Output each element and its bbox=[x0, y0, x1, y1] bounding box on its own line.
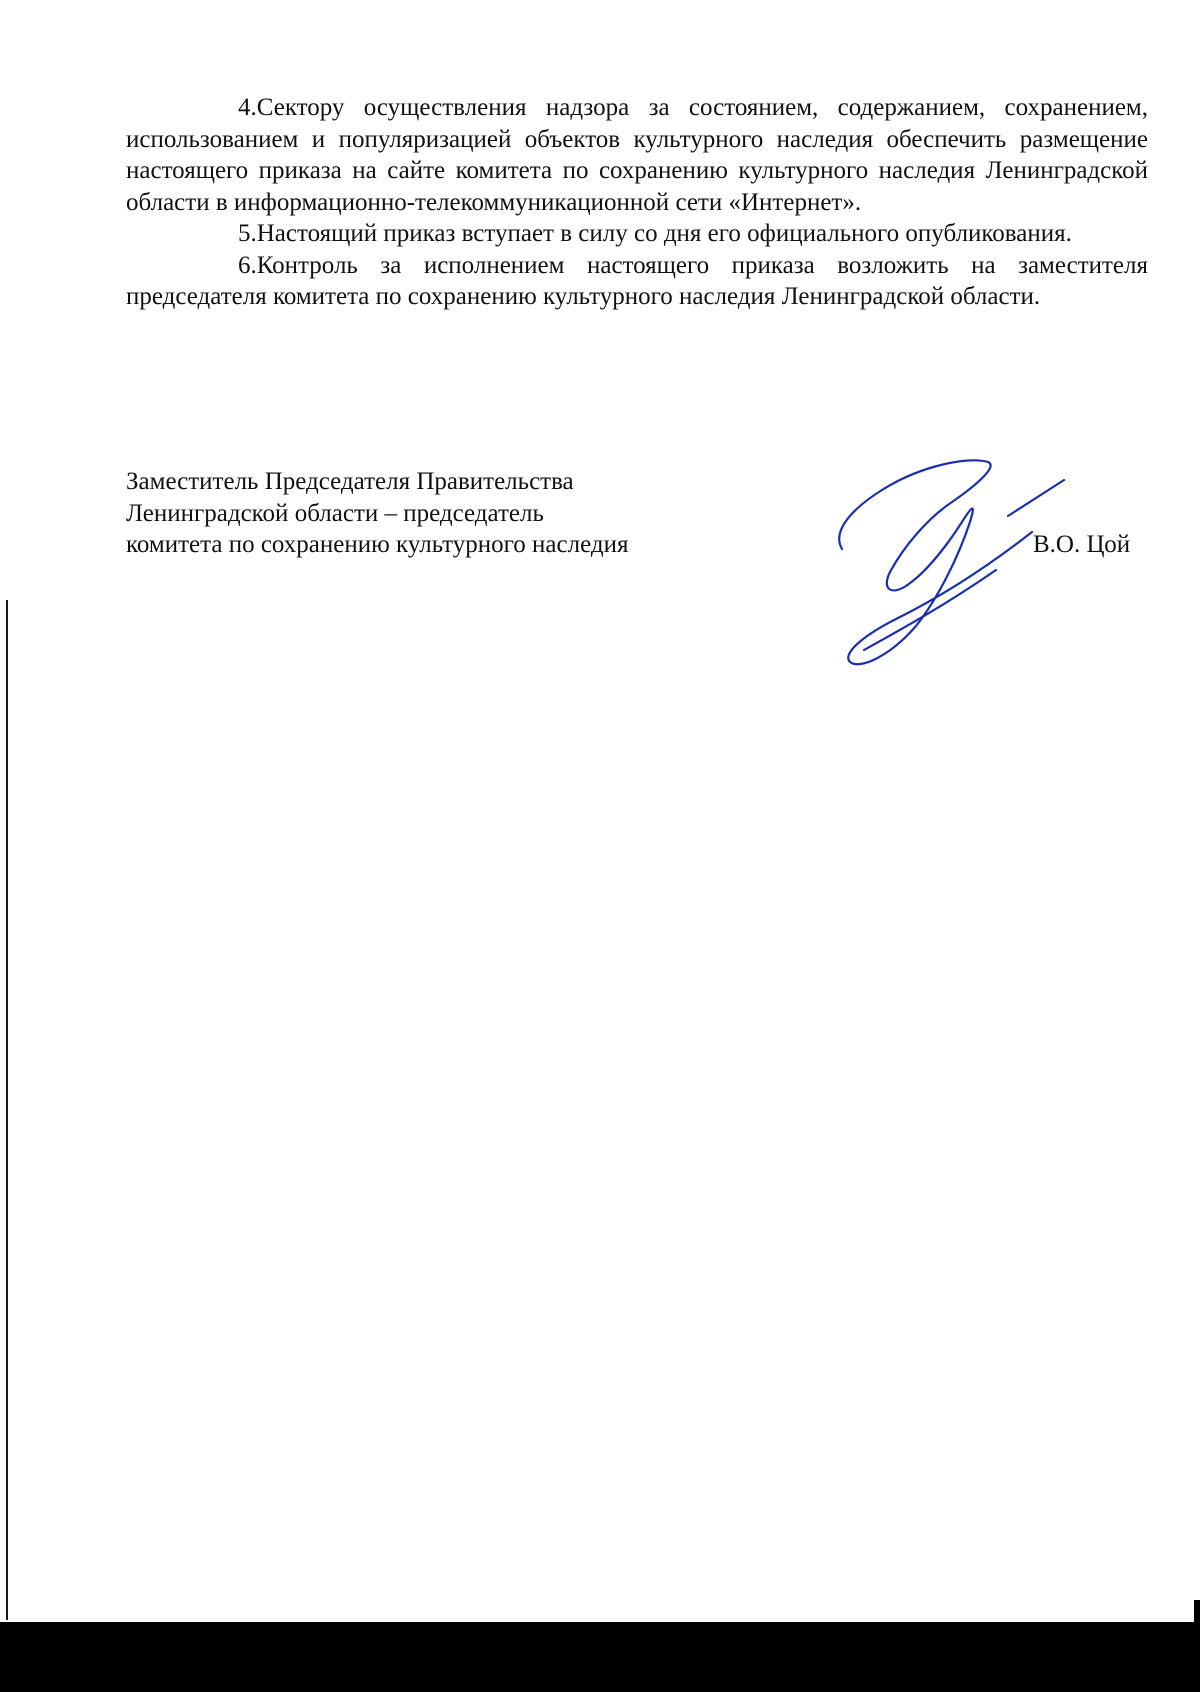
paragraph-number: 6. bbox=[238, 251, 257, 279]
signatory-title-line: комитета по сохранению культурного наследия bbox=[126, 531, 629, 558]
signatory-title-line: Ленинградской области – председатель bbox=[126, 499, 544, 527]
scan-border-bottom bbox=[0, 1622, 1200, 1692]
document-body bbox=[126, 92, 1148, 313]
scan-edge-line bbox=[6, 600, 8, 1620]
scan-border-right bbox=[1194, 1600, 1200, 1692]
signature-stroke bbox=[1008, 480, 1064, 516]
handwritten-signature bbox=[820, 450, 1080, 680]
paragraph-text: Контроль за исполнением настоящего приказа возложить на заместителя председателя комитета по сохранению культурного наследия Ленинградской области. bbox=[126, 251, 1148, 310]
paragraph-text: Сектору осуществления надзора за состоянием, содержанием, сохранением, использованием и популяризацией объектов культурного наследия обеспечить размещение настоящего приказа на сайте комитета по сохранению культурного наследия Ленинградской области в информационно-телекоммуникационной сети «Интернет». bbox=[126, 94, 1148, 216]
signature-stroke bbox=[864, 570, 996, 650]
paragraph-4 bbox=[126, 92, 1148, 218]
paragraph-text: Настоящий приказ вступает в силу со дня его официального опубликования. bbox=[256, 220, 1072, 247]
signatory-title bbox=[126, 466, 826, 561]
paragraph-5 bbox=[126, 218, 1148, 250]
signatory-title-line: Заместитель Председателя Правительства bbox=[126, 468, 574, 495]
paragraph-6 bbox=[126, 250, 1148, 313]
signature-stroke bbox=[839, 460, 1032, 664]
paragraph-number: 5. bbox=[238, 220, 257, 247]
paragraph-number: 4. bbox=[238, 94, 257, 121]
signer-name: В.О. Цой bbox=[1033, 531, 1131, 558]
